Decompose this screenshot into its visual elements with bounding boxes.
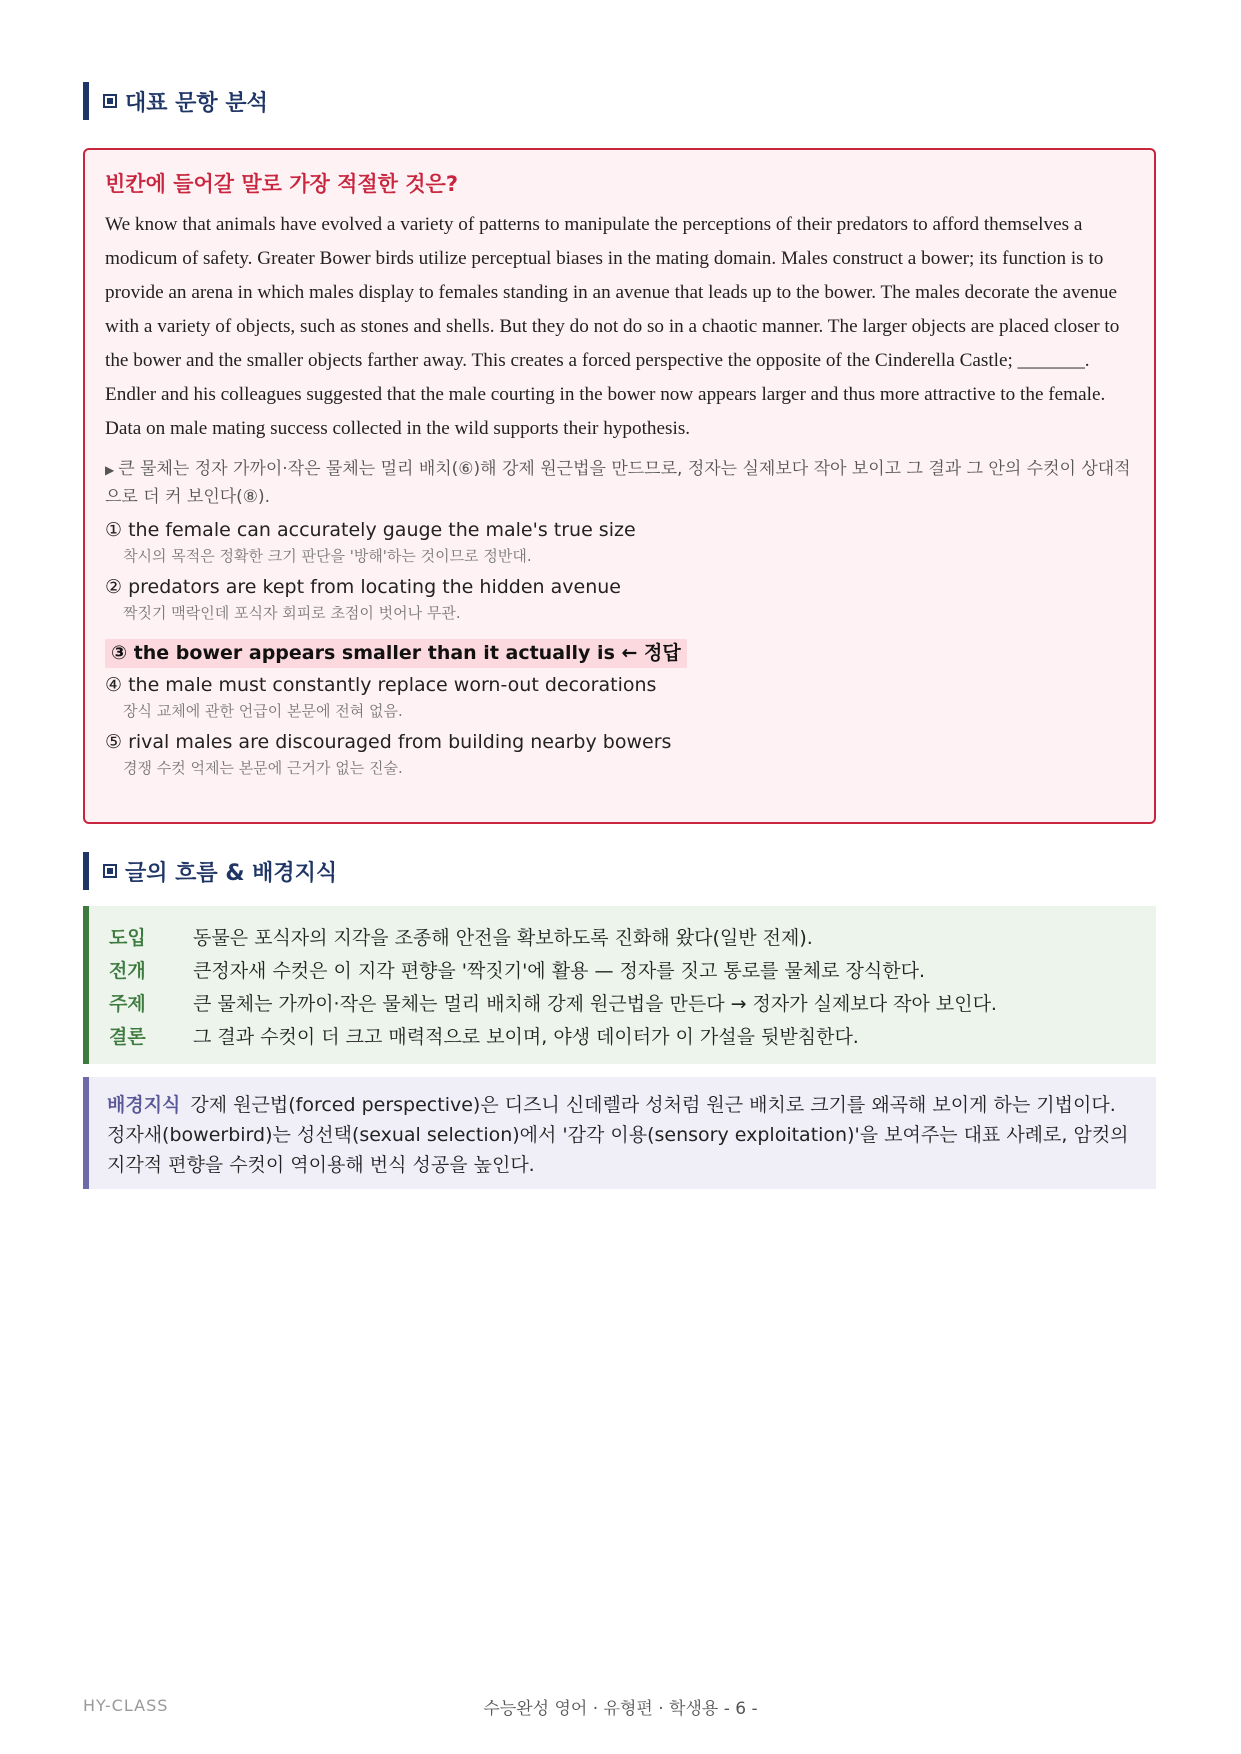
choice-explanation: 장식 교체에 관한 언급이 본문에 전혀 없음. (123, 702, 403, 720)
section-header-flow (83, 852, 337, 890)
section-title: 글의 흐름 & 배경지식 (125, 860, 338, 886)
background-text: 강제 원근법(forced perspective)은 디즈니 신데렐라 성처럼 원근 배치로 크기를 왜곡해 보이게 하는 기법이다. 정자새(bowerbird)는 성선택(sexual selection)에서 '감각 이용(sensory exploitation)'을 보여주는 대표 사례로, 암컷의 지각적 편향을 수컷이 역이용해 번식 성공을 높인다. (107, 1094, 1129, 1176)
footer-brand: HY-CLASS (83, 1696, 169, 1715)
choice-item (105, 517, 1134, 568)
choice-text: ⑤ rival males are discouraged from building nearby bowers (105, 731, 672, 753)
flow-text: 동물은 포식자의 지각을 조종해 안전을 확보하도록 진화해 왔다(일반 전제). (193, 927, 813, 949)
flow-label: 결론 (109, 1026, 146, 1048)
choice-item (105, 729, 1134, 780)
flow-row (109, 953, 1136, 986)
answer-choice-text: ③ the bower appears smaller than it actually is ← 정답 (105, 639, 687, 668)
passage-text: We know that animals have evolved a variety of patterns to manipulate the perceptions of their predators to afford themselves a modicum of safety. Greater Bower birds utilize perceptual biases in the mating domain. Males construct a bower; its function is to provide an arena in which males display to females standing in an avenue that leads up to the bower. The males decorate the avenue with a variety of objects, such as stones and shells. But they do not do so in a chaotic manner. The larger objects are placed closer to the bower and the smaller objects farther away. This creates a forced perspective the opposite of the Cinderella Castle; _______. Endler and his colleagues suggested that the male courting in the bower now appears larger and thus more attractive to the female. Data on male mating success collected in the wild supports their hypothesis. (105, 214, 1120, 439)
hint-note (105, 456, 1134, 511)
choice-item (105, 672, 1134, 723)
choice-item (105, 574, 1134, 625)
background-box (83, 1077, 1156, 1189)
section-header-analysis (83, 82, 268, 120)
choice-text: ④ the male must constantly replace worn-out decorations (105, 674, 657, 696)
question-box (83, 148, 1156, 824)
flow-label: 도입 (109, 927, 146, 949)
question-title: 빈칸에 들어갈 말로 가장 적절한 것은? (105, 172, 459, 196)
flow-label: 주제 (109, 993, 146, 1015)
choice-explanation: 경쟁 수컷 억제는 본문에 근거가 없는 진술. (123, 759, 403, 777)
flow-text: 그 결과 수컷이 더 크고 매력적으로 보이며, 야생 데이터가 이 가설을 뒷받침한다. (193, 1026, 859, 1048)
hint-text: 큰 물체는 정자 가까이·작은 물체는 멀리 배치(⑥)해 강제 원근법을 만드므로, 정자는 실제보다 작아 보이고 그 결과 그 안의 수컷이 상대적으로 더 커 보인다(⑧). (105, 459, 1131, 507)
section-title: 대표 문항 분석 (125, 90, 268, 116)
background-label: 배경지식 (107, 1094, 181, 1116)
choice-item-answer (105, 631, 1134, 670)
flow-text: 큰정자새 수컷은 이 지각 편향을 '짝짓기'에 활용 — 정자를 짓고 통로를 물체로 장식한다. (193, 960, 925, 982)
choice-explanation: 짝짓기 맥락인데 포식자 회피로 초점이 벗어나 무관. (123, 604, 461, 622)
square-bullet-icon (103, 864, 117, 878)
triangle-right-icon: ▶ (105, 463, 115, 477)
square-bullet-icon (103, 94, 117, 108)
flow-label: 전개 (109, 960, 146, 982)
flow-row (109, 920, 1136, 953)
choice-text: ② predators are kept from locating the hidden avenue (105, 576, 621, 598)
footer-page-info: 수능완성 영어 · 유형편 · 학생용 - 6 - (483, 1699, 758, 1719)
choice-text: ① the female can accurately gauge the male's true size (105, 519, 636, 541)
choice-explanation: 착시의 목적은 정확한 크기 판단을 '방해'하는 것이므로 정반대. (123, 547, 532, 565)
flow-row (109, 1019, 1136, 1052)
flow-text: 큰 물체는 가까이·작은 물체는 멀리 배치해 강제 원근법을 만든다 → 정자가 실제보다 작아 보인다. (193, 993, 997, 1015)
flow-row (109, 986, 1136, 1019)
flow-box (83, 906, 1156, 1064)
